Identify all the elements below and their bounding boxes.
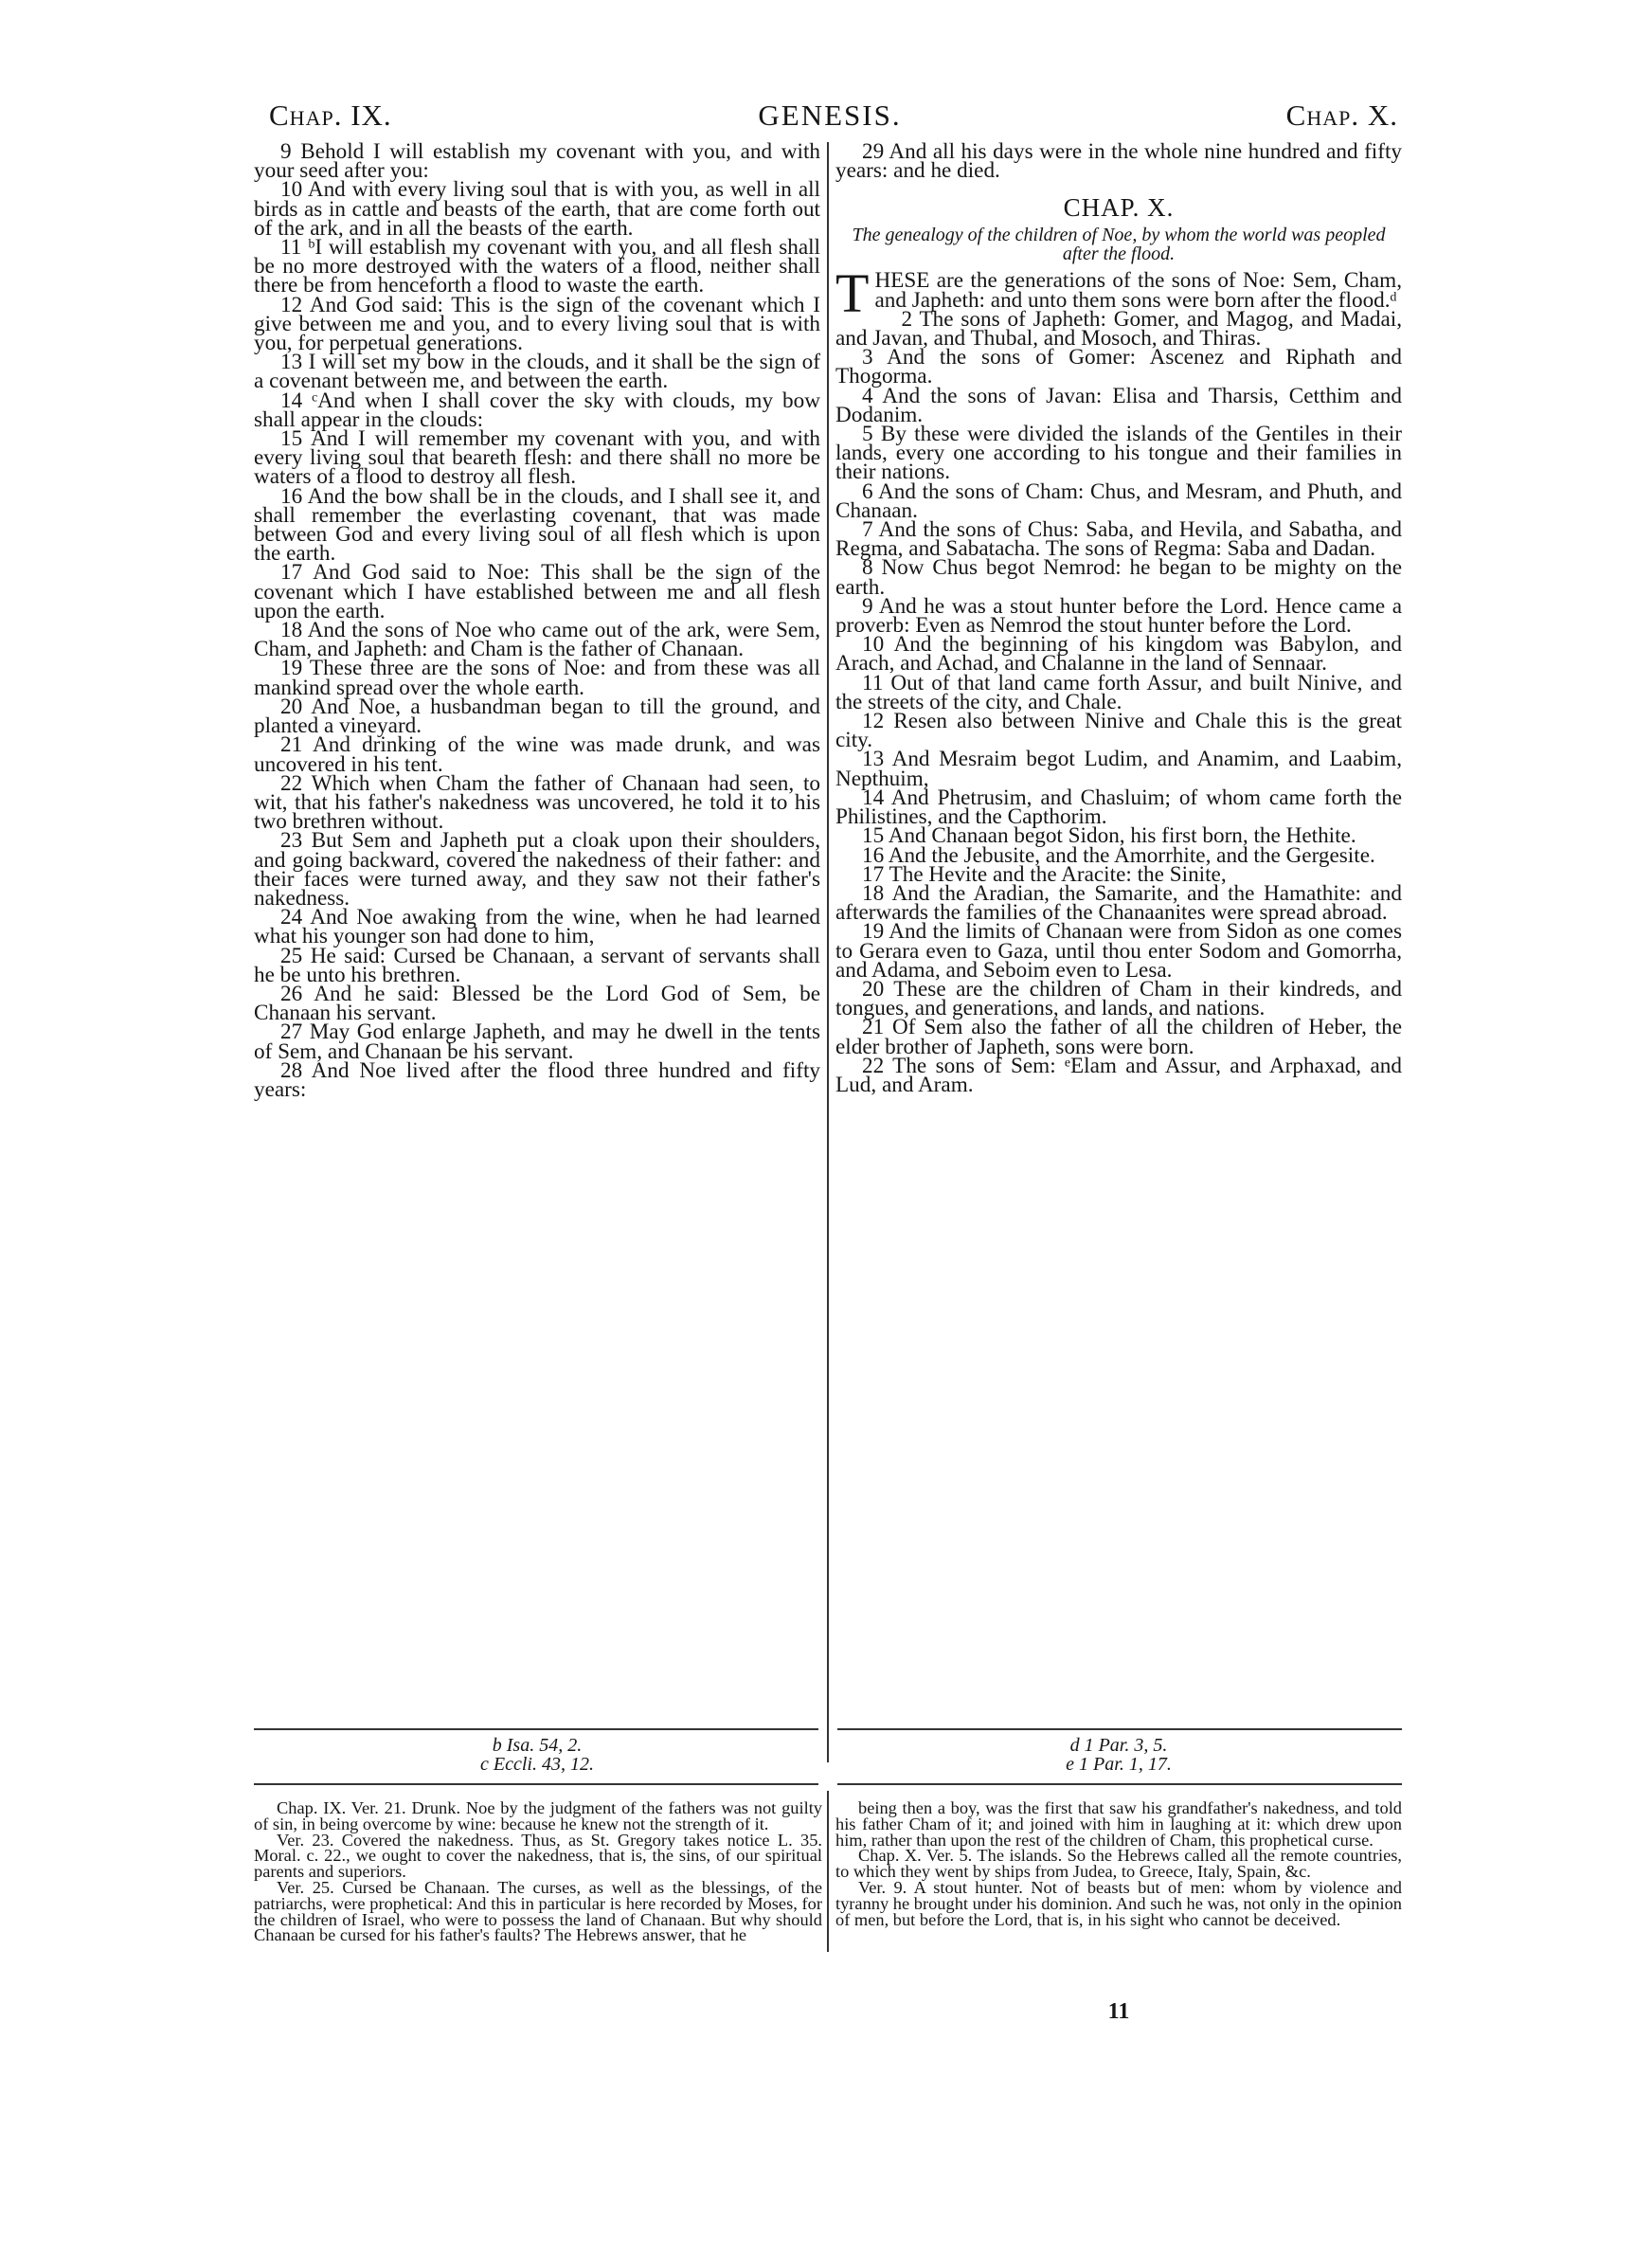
running-header: [254, 95, 1406, 138]
note: being then a boy, was the first that saw his grandfather's nakedness, and told his father Cham of it; and joined with him in laughing at it: which drew upon him, rather than upon the rest of the children of Cham, this prophetical curse.: [835, 1798, 1402, 1850]
verse: 7 And the sons of Chus: Saba, and Hevila, and Sabatha, and Regma, and Sabatacha. The sons of Regma: Saba and Dadan.: [835, 517, 1402, 562]
verse: 27 May God enlarge Japheth, and may he dwell in the tents of Sem, and Chanaan be his servant.: [254, 1020, 820, 1064]
verse: 20 And Noe, a husbandman began to till the ground, and planted a vineyard.: [254, 694, 820, 739]
verse: 13 And Mesraim begot Ludim, and Anamim, and Laabim, Nepthuim,: [835, 747, 1402, 791]
verse: 13 I will set my bow in the clouds, and it shall be the sign of a covenant between me, and between the earth.: [254, 350, 820, 394]
crossref-rule-left: [254, 1728, 818, 1730]
verse: 17 And God said to Noe: This shall be the sign of the covenant which I have established between me and all flesh upon the earth.: [254, 560, 820, 623]
note: Ver. 9. A stout hunter. Not of beasts but of men: whom by violence and tyranny he brought under his dominion. And such he was, not only in the opinion of men, but before the Lord, that is, in his sight who cannot be deceived.: [835, 1877, 1402, 1929]
verse: 12 And God said: This is the sign of the covenant which I give between me and you, and to every living soul that is with you, for perpetual generations.: [254, 292, 820, 356]
verse: 22 The sons of Sem: ᵉElam and Assur, and Arphaxad, and Lud, and Aram.: [835, 1053, 1402, 1097]
note: Ver. 25. Cursed be Chanaan. The curses, as well as the blessings, of the patriarchs, were prophetical: And this in particular is here recorded by Moses, for the children of Israel, who were to possess the land of Chanaan. But why should Chanaan be cursed for his father's faults? The Hebrews answer, that he: [254, 1877, 822, 1945]
header-right: Chap. X.: [1285, 99, 1398, 132]
verse: 9 Behold I will establish my covenant with you, and with your seed after you:: [254, 139, 820, 184]
verse: 10 And with every living soul that is with you, as well in all birds as in cattle and beasts of the earth, that are come forth out of the ark, and in all the beasts of the earth.: [254, 177, 820, 241]
verse: 12 Resen also between Ninive and Chale this is the great city.: [835, 709, 1402, 753]
verse: 10 And the beginning of his kingdom was Babylon, and Arach, and Achad, and Chalanne in the land of Sennaar.: [835, 632, 1402, 677]
crossref: b Isa. 54, 2.: [492, 1735, 583, 1756]
verse: 19 These three are the sons of Noe: and from these was all mankind spread over the whole earth.: [254, 656, 820, 700]
crossrefs-right: [835, 1736, 1402, 1774]
verse: 21 And drinking of the wine was made drunk, and was uncovered in his tent.: [254, 732, 820, 777]
verse: 14 ᶜAnd when I shall cover the sky with clouds, my bow shall appear in the clouds:: [254, 388, 820, 432]
page-number: 11: [1107, 1999, 1130, 2024]
note: Chap. X. Ver. 5. The islands. So the Hebrews called all the remote countries, to which they went by ships from Judea, to Greece, Italy, Spain, &c.: [835, 1846, 1402, 1882]
chapter-heading: CHAP. X.: [1063, 193, 1175, 223]
notes-rule-left: [254, 1783, 818, 1785]
crossref: e 1 Par. 1, 17.: [1066, 1754, 1172, 1775]
verse: 18 And the Aradian, the Samarite, and the Hamathite: and afterwards the families of the Chanaanites were spread abroad.: [835, 880, 1402, 926]
verse: 19 And the limits of Chanaan were from Sidon as one comes to Gerara even to Gaza, until thou enter Sodom and Gomorrha, and Adama, and Seboim even to Lesa.: [835, 919, 1402, 983]
verse: 15 And I will remember my covenant with you, and with every living soul that beareth flesh: and there shall no more be waters of a flood to destroy all flesh.: [254, 426, 820, 490]
chapter-summary: The genealogy of the children of Noe, by whom the world was peopled after the flood.: [852, 225, 1386, 265]
notes-divider: [827, 1791, 829, 1952]
header-center: GENESIS.: [758, 99, 902, 132]
verse: 23 But Sem and Japheth put a cloak upon their shoulders, and going backward, covered the nakedness of their father: and their faces were turned away, and they saw not their father's nakedness.: [254, 828, 820, 911]
verse: 22 Which when Cham the father of Chanaan had seen, to wit, that his father's nakedness was uncovered, he told it to his two brethren without.: [254, 770, 820, 835]
verse: 20 These are the children of Cham in their kindreds, and tongues, and generations, and lands, and nations.: [835, 976, 1402, 1021]
column-divider: [827, 142, 829, 1762]
chapter-opening: [835, 262, 1402, 325]
verse: 11 Out of that land came forth Assur, and built Ninive, and the streets of the city, and Chale.: [835, 670, 1402, 714]
verse: 16 And the Jebusite, and the Amorrhite, and the Gergesite.: [862, 842, 1375, 868]
verse: 9 And he was a stout hunter before the Lord. Hence came a proverb: Even as Nemrod the stout hunter before the Lord.: [835, 593, 1402, 639]
verse: 28 And Noe lived after the flood three hundred and fifty years:: [254, 1057, 820, 1102]
note: Chap. IX. Ver. 21. Drunk. Noe by the judgment of the fathers was not guilty of sin, in being overcome by wine: because he knew not the strength of it.: [254, 1798, 822, 1833]
header-left: Chap. IX.: [269, 99, 392, 132]
verse: 25 He said: Cursed be Chanaan, a servant of servants shall he be unto his brethren.: [254, 943, 820, 987]
note: Ver. 23. Covered the nakedness. Thus, as St. Gregory takes notice L. 35. Moral. c. 22., we ought to cover the nakedness, that is, the sins, of our spiritual parents and superiors.: [254, 1830, 822, 1882]
notes-left: [254, 1800, 822, 1943]
crossref-rule-right: [837, 1728, 1402, 1730]
verse: 15 And Chanaan begot Sidon, his first born, the Hethite.: [862, 823, 1356, 849]
crossref: c Eccli. 43, 12.: [480, 1754, 594, 1775]
opening-text: HESE are the generations of the sons of Noe: Sem, Cham, and Japheth: and unto them sons were born after the flood.ᵈ: [874, 268, 1402, 313]
left-column: [254, 139, 820, 1102]
verse: 6 And the sons of Cham: Chus, and Mesram, and Phuth, and Chanaan.: [835, 478, 1402, 523]
verse: 8 Now Chus begot Nemrod: he began to be mighty on the earth.: [835, 555, 1402, 600]
verse: 14 And Phetrusim, and Chasluim; of whom came forth the Philistines, and the Capthorim.: [835, 785, 1402, 830]
verse: 17 The Hevite and the Aracite: the Sinite,: [862, 861, 1227, 887]
verse: 29 And all his days were in the whole nine hundred and fifty years: and he died.: [835, 139, 1402, 184]
bible-page: [254, 95, 1406, 2179]
verse: 5 By these were divided the islands of the Gentiles in their lands, every one according to his tongue and their families in their nations.: [835, 422, 1402, 485]
verse: 26 And he said: Blessed be the Lord God of Sem, be Chanaan his servant.: [254, 981, 820, 1026]
verse: 3 And the sons of Gomer: Ascenez and Riphath and Thogorma.: [835, 345, 1402, 389]
notes-rule-right: [837, 1783, 1402, 1785]
right-column: [835, 139, 1402, 1097]
notes-right: [835, 1800, 1402, 1927]
verse: 11 ᵇI will establish my covenant with you, and all flesh shall be no more destroyed with the waters of a flood, neither shall there be from henceforth a flood to waste the earth.: [254, 235, 820, 298]
verse: 21 Of Sem also the father of all the children of Heber, the elder brother of Japheth, sons were born.: [835, 1015, 1402, 1059]
verse: 16 And the bow shall be in the clouds, and I shall see it, and shall remember the everlasting covenant, that was made between God and every living soul of all flesh which is upon the earth.: [254, 483, 820, 567]
crossrefs-left: [254, 1736, 820, 1774]
verse: 18 And the sons of Noe who came out of the ark, were Sem, Cham, and Japheth: and Cham is the father of Chanaan.: [254, 618, 820, 662]
crossref: d 1 Par. 3, 5.: [1069, 1735, 1168, 1756]
verse: 4 And the sons of Javan: Elisa and Tharsis, Cetthim and Dodanim.: [835, 383, 1402, 427]
drop-cap: T: [835, 262, 870, 325]
verse: 24 And Noe awaking from the wine, when he had learned what his younger son had done to him,: [254, 905, 820, 949]
verse: 2 The sons of Japheth: Gomer, and Magog, and Madai, and Javan, and Thubal, and Mosoch, and Thiras.: [835, 306, 1402, 352]
